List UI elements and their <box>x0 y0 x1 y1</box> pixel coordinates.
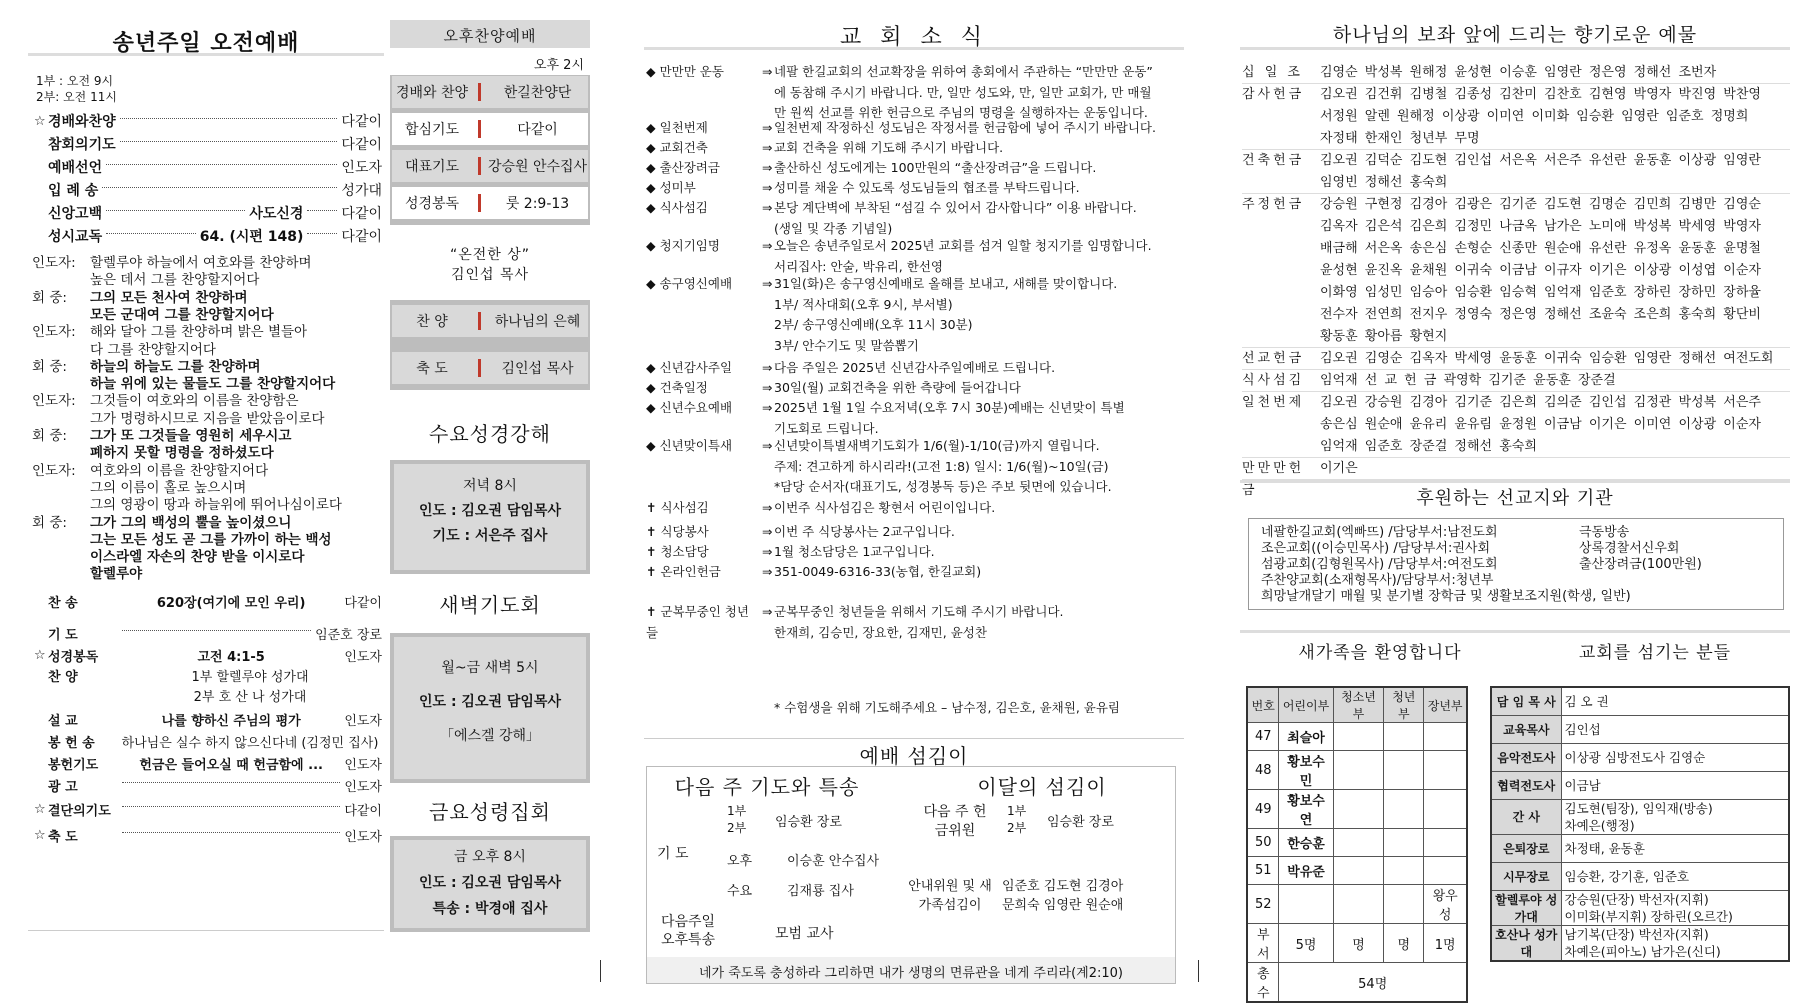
responsive-line: 하늘 위에 있는 물들도 그를 찬양할지어다 <box>90 376 336 393</box>
wednesday-time: 저녁 8시 <box>463 478 517 494</box>
servants-title: 교회를 섬기는 분들 <box>1578 643 1732 663</box>
afternoon-title: 오후찬양예배 <box>390 20 590 48</box>
responsive-line: 인도자: 해와 달아 그를 찬양하며 밝은 별들아 <box>32 324 308 341</box>
table-row: 간 사 김도현(팀장), 임익재(방송) 차예은(행정) <box>1491 799 1789 834</box>
table-row: 담 임 목 사 김 오 권 <box>1491 687 1789 715</box>
divider <box>1198 960 1199 982</box>
afternoon-order-box-2 <box>390 300 590 390</box>
responsive-line: 그의 영광이 땅과 하늘위에 뛰어나심이로다 <box>90 497 342 514</box>
morning-service-panel <box>28 18 384 948</box>
welcome-title: 새가족을 환영합니다 <box>1298 643 1462 663</box>
afternoon-row: 합심기도 다같이 <box>392 113 588 145</box>
responsive-line: 인도자: 여호와의 이름을 찬양할지어다 <box>32 462 269 479</box>
staff-table <box>1490 686 1790 962</box>
table-row: 부서 5명 명 명 1명 <box>1247 924 1467 963</box>
table-row: 호산나 성가대 남기복(단장) 박선자(지휘) 차예은(피아노) 남가은(신디) <box>1491 925 1789 961</box>
responsive-line: 인도자: 그것들이 여호와의 이름을 찬양함은 <box>32 393 299 410</box>
notice-item: ◆ 신년감사주일 ⇒ 다음 주일은 2025년 신년감사주일예배로 드립니다. <box>646 360 1056 375</box>
order-item: ☆ 성경봉독 고전 4:1-5 인도자 <box>34 647 382 665</box>
table-row: 49 황보수연 <box>1247 790 1467 829</box>
wednesday-box <box>390 460 590 574</box>
notice-item: ✝ 군복무중인 청년들 ⇒ 군복무중인 청년들을 위해서 기도해 주시기 바랍니다. 한재희, 김승민, 장요한, 김재민, 윤성찬 <box>646 604 1064 640</box>
bible-verse: 네가 죽도록 충성하라 그리하면 내가 생명의 면류관을 네게 주리라(계2:10) <box>647 957 1175 983</box>
responsive-line: 회 중: 그가 또 그것들을 영원히 세우시고 <box>32 428 292 444</box>
friday-box <box>390 836 590 932</box>
order-item: ☆ 결단의기도 다같이 <box>34 801 382 819</box>
order-item: 봉헌기도 헌금은 들어오실 때 헌금함에 ... 인도자 <box>48 757 382 773</box>
order-item: 찬 양 1부 할렐루야 성가대 <box>48 669 309 685</box>
friday-title: 금요성령집회 <box>429 800 551 824</box>
afternoon-panel <box>390 18 590 930</box>
table-row: 50 한승훈 <box>1247 829 1467 857</box>
notice-item: ◆ 일천번제 ⇒ 일천번제 작정하신 성도님은 작정서를 헌금함에 넣어 주시기 바랍니다. <box>646 120 1156 135</box>
order-item: ☆ 경배와찬양 다같이 <box>34 113 382 130</box>
notice-item: ✝ 온라인헌금 ⇒ 351-0049-6316-33(농협, 한길교회) <box>646 564 982 579</box>
responsive-line: 높은 데서 그를 찬양할지어다 <box>90 272 260 289</box>
order-item: 참회의기도 다같이 <box>48 137 382 153</box>
new-family-table: 번호 어린이부 청소년부 청년부 장년부 47 최슬아 48 황보수민 49 황보수연 50 한승훈 51 박유준 52 왕우성 부서 5명 명 명 1명 총수 54명 <box>1246 686 1468 1003</box>
responsive-line: 회 중: 하늘의 하늘도 그를 찬양하며 <box>32 358 261 375</box>
friday-leader: 인도 : 김오권 담임목사 <box>419 875 561 891</box>
order-item: 봉 헌 송 하나님은 실수 하지 않으신다네 (김정민 집사) <box>48 735 379 751</box>
notice-item: ◆ 청지기임명 ⇒ 오늘은 송년주일로서 2025년 교회를 섬겨 일할 청지기를 임명합니다. 서리집사: 안술, 박유리, 한선영 <box>646 238 1152 274</box>
prayer-name: 임승환 장로 <box>775 815 842 830</box>
notice-item: ◆ 신년수요예배 ⇒ 2025년 1월 1일 수요저녁(오후 7시 30분)예배는 신년맞이 특별 기도회로 드립니다. <box>646 400 1125 436</box>
offerings-title: 하나님의 보좌 앞에 드리는 향기로운 예물 <box>1240 20 1790 50</box>
friday-special: 특송 : 박경애 집사 <box>432 901 548 917</box>
morning-service-title: 송년주일 오전예배 <box>28 22 384 56</box>
responsive-line: 회 중: 그의 모든 천사여 찬양하며 <box>32 289 248 306</box>
responsive-line: 그가 명령하시므로 지음을 받았음이로다 <box>90 410 325 427</box>
order-item: 성시교독 64. (시편 148) 다같이 <box>48 229 382 245</box>
offering-category: 식사섬김 임억재 선 교 헌 금 곽영학 김기준 윤동훈 장준걸 <box>1242 370 1790 392</box>
responsive-line: 모든 군대여 그를 찬양할지어다 <box>90 306 274 323</box>
table-row: 협력전도사 이금남 <box>1491 771 1789 799</box>
table-row: 음악전도사 이상광 심방전도사 김영순 <box>1491 743 1789 771</box>
prayer-label: 기 도 <box>657 846 689 862</box>
news-title: 교 회 소 식 <box>644 20 1184 50</box>
divider <box>28 930 384 931</box>
responsive-line: 폐하지 못할 명령을 정하셨도다 <box>90 445 274 462</box>
responsive-line: 이스라엘 자손의 찬양 받을 이시로다 <box>90 549 305 566</box>
wednesday-prayer: 기도 : 서은주 집사 <box>432 528 548 544</box>
order-item: ☆ 축 도 인도자 <box>34 827 382 845</box>
offering-category: 일천번제 김오권 강승원 김경아 김기준 김은희 김의준 김인섭 김정관 박성복 서은주 송은심 원순애 윤유리 윤유림 윤정원 이금남 이기은 이미연 이상광 이순자 임억재 임준호 장준걸 정해선 홍숙희 <box>1242 392 1790 458</box>
offering-category: 십 일 조 김영순 박성복 원해정 윤성현 이승훈 임영란 정은영 정해선 조번자 <box>1242 62 1790 84</box>
dawn-box <box>390 633 590 783</box>
dawn-leader: 인도 : 김오권 담임목사 <box>419 694 561 710</box>
notice-item: ◆ 교회건축 ⇒ 교회 건축을 위해 기도해 주시기 바랍니다. <box>646 140 1004 155</box>
table-row: 47 최슬아 <box>1247 723 1467 751</box>
prayer-note: * 수험생을 위해 기도해주세요 – 남수정, 김은호, 윤채원, 윤유림 <box>774 700 1121 715</box>
notice-item: ◆ 성미부 ⇒ 성미를 채울 수 있도록 성도님들의 협조를 부탁드립니다. <box>646 180 1080 195</box>
service-time-1: 1부 : 오전 9시 <box>36 74 114 88</box>
offering-category: 주정헌금 강승원 구현정 김경아 김광은 김기준 김도현 김명순 김민희 김병만 김영순 김옥자 김은석 김은희 김정민 나금옥 남가은 노미애 박성복 박세영 박영자 배금해 서은옥 송은심 손형순 신종만 원순애 유선란 유정옥 윤동훈 윤명철 윤성현 윤진옥 윤채원 이귀숙 이금남 이규자 이기은 이상광 이성엽 이순자 이화영 임성민 임승아 임승환 임승혁 임억재 임준호 장하린 장하민 장하율 전수자 전연희 전지우 정영숙 정은영 정해선 조윤숙 조은희 홍숙희 황단비 황동훈 황아름 황현지 <box>1242 194 1790 348</box>
order-item: 예배선언 인도자 <box>48 160 382 176</box>
responsive-line: 인도자: 할렐루야 하늘에서 여호와를 찬양하며 <box>32 255 312 271</box>
notice-item: ◆ 만만만 운동 ⇒ 네팔 한길교회의 선교확장을 위하여 총회에서 주관하는 “만만만 운동” 에 동참해 주시기 바랍니다. 만, 일만 성도와, 만, 일만 교회가, 만 매월 만 원씩 선교를 위한 헌금으로 주님의 명령을 실행하자는 운동입니다. <box>646 64 1153 120</box>
order-item: 신앙고백 사도신경 다같이 <box>48 206 382 222</box>
usher-label: 안내위원 및 새가족섬김이 <box>908 879 992 913</box>
offering-category: 만만만헌금 이기은 <box>1242 458 1790 480</box>
month-title: 이달의 섬김이 <box>977 775 1107 799</box>
wednesday-leader: 인도 : 김오권 담임목사 <box>419 503 561 519</box>
order-item: 입 례 송 성가대 <box>48 183 382 199</box>
dawn-title: 새벽기도회 <box>439 593 541 617</box>
offering-label: 다음 주 헌금위원 <box>923 804 987 839</box>
responsive-line: 그는 모든 성도 곧 그를 가까이 하는 백성 <box>90 531 332 548</box>
afternoon-row: 대표기도 강승원 안수집사 <box>392 150 588 182</box>
service-time-2: 2부: 오전 11시 <box>36 90 117 104</box>
afternoon-sermon: “온전한 상” <box>449 247 531 263</box>
notice-item: ✝ 식사섬김 ⇒ 이번주 식사섬김은 황현서 어린이입니다. <box>646 500 996 515</box>
responsive-line: 다 그를 찬양할지어다 <box>90 341 216 358</box>
next-special: 모범 교사 <box>775 926 834 942</box>
table-row: 교육목사 김인섭 <box>1491 715 1789 743</box>
table-row: 48 황보수민 <box>1247 751 1467 790</box>
offering-category: 감사헌금 김오권 김건휘 김병철 김종성 김찬미 김찬호 김현영 박영자 박진영 박찬영 서정원 알렌 원해정 이상광 이미연 이미화 임승환 임영란 임준호 정명희 자정태 한재인 청년부 무명 <box>1242 84 1790 150</box>
next-week-title: 다음 주 기도와 특송 <box>674 775 860 799</box>
afternoon-row: 축 도 김인섭 목사 <box>392 352 588 384</box>
afternoon-time: 오후 2시 <box>533 58 584 73</box>
responsive-line: 할렐루야 <box>90 566 143 583</box>
next-special-label: 다음주일 오후특송 <box>660 914 716 948</box>
notice-item: ◆ 출산장려금 ⇒ 출산하신 성도에게는 100만원의 “출산장려금”을 드립니다. <box>646 160 1097 175</box>
notice-item: ◆ 송구영신예배 ⇒ 31일(화)은 송구영신예배로 올해를 보내고, 새해를 맞이합니다. 1부/ 적사대회(오후 9시, 부서별) 2부/ 송구영신예배(오후 11시 30분) 3부/ 안수기도 및 말씀뽑기 <box>646 276 1118 353</box>
divider <box>600 960 601 982</box>
responsive-line: 회 중: 그가 그의 백성의 뿔을 높이셨으니 <box>32 514 292 531</box>
service-helpers-title: 예배 섬김이 <box>859 744 969 768</box>
table-row: 51 박유준 <box>1247 857 1467 885</box>
table-row: 총수 54명 <box>1247 963 1467 1003</box>
order-item: 기 도 임준호 장로 <box>48 627 382 643</box>
afternoon-order-box <box>390 75 590 225</box>
dawn-text: 「에스겔 강해」 <box>439 728 541 744</box>
responsive-line: 그의 이름이 홀로 높으시며 <box>90 479 247 496</box>
notice-item: ✝ 식당봉사 ⇒ 이번 주 식당봉사는 2교구입니다. <box>646 524 955 539</box>
table-row: 할렐루야 성가대 강승원(단장) 박선자(지휘) 이미화(부지휘) 장하린(오르간) <box>1491 890 1789 925</box>
order-item: 설 교 나를 향하신 주님의 평가 인도자 <box>48 713 382 729</box>
offering-name: 임승환 장로 <box>1047 815 1114 830</box>
order-item: 2부 호 산 나 성가대 <box>193 689 307 705</box>
notice-item: ◆ 식사섬김 ⇒ 본당 계단벽에 부착된 “섬길 수 있어서 감사합니다” 이용 바랍니다. (생일 및 각종 기념일) <box>646 200 1137 236</box>
helpers-box: 다음 주 기도와 특송 이달의 섬김이 기 도 1부 2부 임승환 장로 오후 이승훈 안수집사 수요 김재룡 집사 다음주일 오후특송 모범 교사 다음 주 헌금위원 1부 2부 임승환 장로 안내위원 및 새가족섬김이 임준호 김도현 김경아 문희숙 임영란 원순애 네가 죽도록 충성하라 그리하면 내가 생명의 면류관을 네게 주리라(계2:10) <box>646 766 1176 984</box>
order-item: 광 고 인도자 <box>48 779 382 795</box>
offering-category: 선교헌금 김오권 김영순 김옥자 박세영 윤동훈 이귀숙 임승환 임영란 정해선 여전도회 <box>1242 348 1790 370</box>
table-row: 52 왕우성 <box>1247 885 1467 924</box>
offering-category: 건축헌금 김오권 김덕순 김도현 김인섭 서은옥 서은주 유선란 윤동훈 이상광 임영란 임영빈 정해선 홍숙희 <box>1242 150 1790 194</box>
notice-item: ✝ 청소담당 ⇒ 1월 청소담당은 1교구입니다. <box>646 544 935 559</box>
notice-item: ◆ 건축일정 ⇒ 30일(월) 교회건축을 위한 측량에 들어갑니다 <box>646 380 1021 395</box>
table-row: 은퇴장로 차정태, 윤동훈 <box>1491 834 1789 862</box>
order-item: 찬 송 620장(여기에 모인 우리) 다같이 <box>48 595 382 611</box>
notice-item: ◆ 신년맞이특새 ⇒ 신년맞이특별새벽기도회가 1/6(월)-1/10(금)까지 열립니다. 주제: 견고하게 하시리라!(고전 1:8) 일시: 1/6(월)~10일(금) *담당 순서자(대표기도, 성경봉독 등)은 주보 뒷면에 있습니다. <box>646 438 1112 494</box>
afternoon-row: 경배와 찬양 한길찬양단 <box>392 76 588 108</box>
afternoon-row: 성경봉독 룻 2:9-13 <box>392 187 588 219</box>
afternoon-preacher: 김인섭 목사 <box>450 267 530 283</box>
missions-title: 후원하는 선교지와 기관 <box>1416 488 1614 509</box>
afternoon-row: 찬 양 하나님의 은혜 <box>392 305 588 337</box>
friday-time: 금 오후 8시 <box>454 849 526 865</box>
table-row: 시무장로 임승환, 강기훈, 임준호 <box>1491 862 1789 890</box>
dawn-time: 월~금 새벽 5시 <box>441 660 539 676</box>
missions-box: 네팔한길교회(엑빠뜨) /담당부서:남전도회 조은교회((이승민목사) /담당부서:권사회 섬광교회(김형원목사) /담당부서:여전도회 주찬양교회(소재형목사)/담당부서:청년부 희망날개달기 매월 및 분기별 장학금 및 생활보조지원(학생, 일반) 극동방송 상록경찰서신우회 출산장려금(100만원) <box>1248 518 1784 610</box>
wednesday-title: 수요성경강해 <box>429 422 551 446</box>
